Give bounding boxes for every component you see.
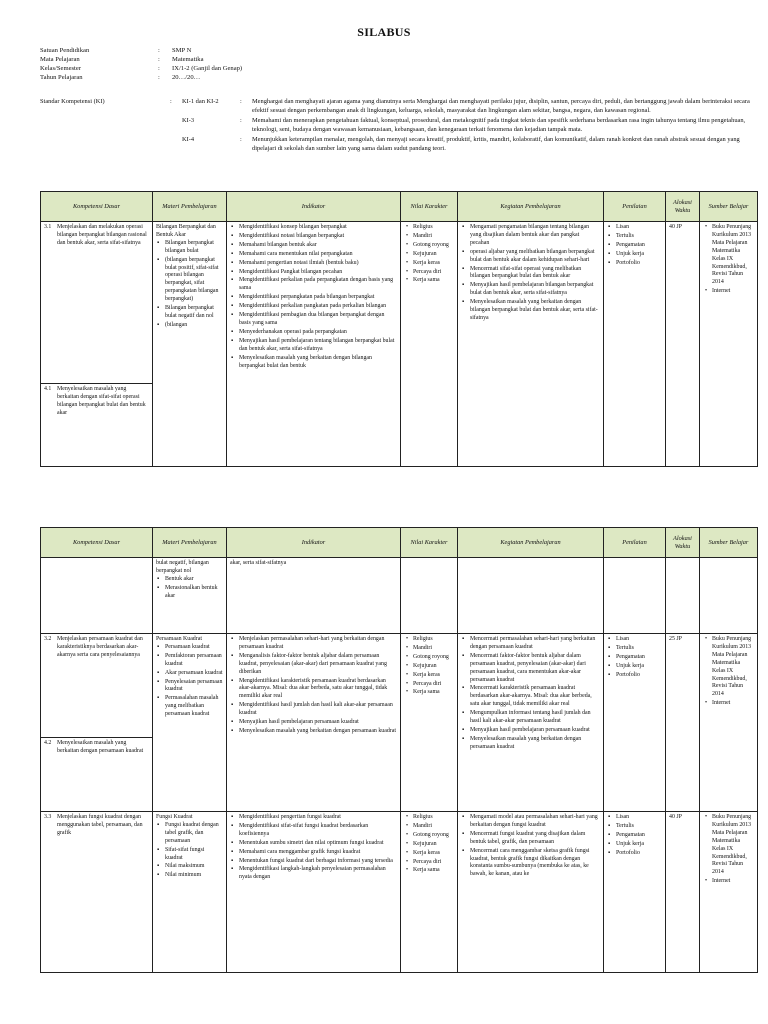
syllabus-table-2 [40,527,758,973]
list-item: ▪ Memahami cara menggambar grafik fungsi kuadrat [239,849,397,857]
meta-row: Tahun Pelajaran : 20…/20… [40,74,201,81]
alokasi-cell [666,558,700,634]
meta-value: 20…/20… [172,74,201,81]
table-row [41,634,758,738]
list-item: ▪ Menyelesaikan masalah yang berkaitan dengan persamaan kuadrat [470,736,600,752]
list-item: ▪ Pengamatan [616,654,662,662]
core-competency-block [40,98,756,156]
list-item: ▪ Unjuk kerja [616,251,662,259]
penilaian-cell [604,812,666,973]
list-item: ▪ Mengamati model atau permasalahan sehari-hari yang berkaitan dengan fungsi kuadrat [470,814,600,830]
header-penilaian: Penilaian [604,192,666,222]
kd-cell [41,738,153,812]
table-row [41,812,758,973]
list-item: • Kerja sama [413,277,454,285]
list-item: ▪ Menyajikan hasil pembelajaran persamaan kuadrat [470,727,600,735]
materi-title: Persamaan Kuadrat [156,636,202,642]
sumber-cell [700,634,758,812]
alokasi-cell: 25 JP [666,634,700,812]
ki-code: KI-3 [182,117,195,125]
kd-number: 3.1 [44,224,52,230]
list-item: ▪ Penyelesaian persamaan kuadrat [165,679,223,695]
meta-label: Satuan Pendidikan [40,47,90,54]
kd-number: 3.3 [44,814,52,820]
list-item: ▪ Tertulis [616,823,662,831]
materi-cell [153,558,227,634]
list-item: ▪ Persamaan kuadrat [165,644,223,652]
identity-block [40,46,242,82]
list-item: • Kerja keras [413,850,454,858]
list-item: ▪ Mencermati faktor-faktor bentuk aljabar dalam persamaan kuadrat, penyelesaian (akar-akar) dari persamaan kuadrat, cara menentukan akar-akar persamaan kuadrat [470,653,600,685]
header-materi: Materi Pembelajaran [153,192,227,222]
meta-value: Matematika [172,56,204,63]
indikator-continuation: akar, serta sifat-sifatnya [230,560,287,566]
penilaian-cell [604,558,666,634]
list-item: ▪ Menyelesaikan masalah yang berkaitan dengan bilangan berpangkat bulat dan bentuk akar, serta sifat-sifatnya [470,299,600,323]
header-indikator: Indikator [227,528,401,558]
syllabus-table-1 [40,191,758,467]
header-kegiatan: Kegiatan Pembelajaran [458,192,604,222]
list-item: ▪ Tertulis [616,645,662,653]
kd-number: 4.1 [44,386,52,392]
ki-row: KI-4 : Menunjukkan keterampilan menalar, mengolah, dan menyaji secara kreatif, produktif, kritis, mandiri, kolaboratif, dan komunikatif, dalam ranah konkret dan ranah abstrak sesuai dengan yang dipelajari di sekolah dan sumber lain yang sama dalam sudut pandang teori. [40,136,756,153]
kegiatan-cell [458,812,604,973]
list-item: • Internet [712,288,754,296]
list-item: • Internet [712,700,754,708]
kd-text: Menyelesaikan masalah yang berkaitan dengan persamaan kuadrat [57,740,144,754]
header-kd: Kompetensi Dasar [41,192,153,222]
list-item: • Kerja sama [413,689,454,697]
list-item: • Kerja keras [413,260,454,268]
nilai-cell [401,222,458,467]
list-item: ▪ Menentukan fungsi kuadrat dari berbagai informasi yang tersedia [239,858,397,866]
materi-cell [153,812,227,973]
list-item: ▪ Menentukan sumbu simetri dan nilai optimum fungsi kuadrat [239,840,397,848]
meta-value: SMP N [172,47,192,54]
list-item: ▪ Fungsi kuadrat dengan tabel grafik, dan persamaan [165,822,223,846]
table-header-row [41,192,758,222]
nilai-cell [401,634,458,812]
list-item: ▪ Mengumpulkan informasi tentang hasil jumlah dan hasil kali akar-akar persamaan kuadrat [470,710,600,726]
list-item: ▪ operasi aljabar yang melibatkan bilangan berpangkat bulat dan bentuk akar dalam kehidupan sehari-hari [470,249,600,265]
nilai-cell [401,812,458,973]
meta-label: Kelas/Semester [40,65,82,72]
list-item: • Kerja sama [413,867,454,875]
kd-cell [41,384,153,467]
kd-number: 4.2 [44,740,52,746]
header-nilai: Nilai Karakter [401,528,458,558]
list-item: ▪ Mengidentifikasi notasi bilangan berpangkat [239,233,397,241]
list-item: • Mandiri [413,823,454,831]
list-item: ▪ Mencermati permasalahan sehari-hari yang berkaitan dengan persamaan kuadrat [470,636,600,652]
list-item: ▪ Portofolio [616,260,662,268]
ki-code: KI-1 dan KI-2 [182,98,219,105]
header-sumber: Sumber Belajar [700,192,758,222]
list-item: ▪ Menjelaskan permasalahan sehari-hari yang berkaitan dengan persamaan kuadrat [239,636,397,652]
list-item: ▪ (bilangan [165,322,223,330]
list-item: • Religius [413,636,454,644]
header-indikator: Indikator [227,192,401,222]
header-penilaian: Penilaian [604,528,666,558]
header-kd: Kompetensi Dasar [41,528,153,558]
list-item: ▪ Unjuk kerja [616,841,662,849]
ki-text: Memahami dan menerapkan pengetahuan faktual, konseptual, prosedural, dan metakognitif pada tingkat teknis dan spesifik sederhana berdasarkan rasa ingin tahunya tentang ilmu pengetahuan, teknologi, seni, budaya dengan wawasan kemanusiaan, kebangsaan, dan kenegaraan terkait fenomena dan kejadian tampak mata. [252,117,746,133]
list-item: ▪ Menyajikan hasil pembelajaran bilangan berpangkat bulat dan bentuk akar, serta sifat-sifatnya [470,282,600,298]
list-item: ▪ Pemfaktoran persamaan kuadrat [165,653,223,669]
standar-label: Standar Kompetensi (KI) [40,98,105,105]
list-item: • Buku Penunjang Kurikulum 2013 Mata Pelajaran Matematika Kelas IX Kemendikbud, Revisi Tahun 2014 [712,814,754,877]
list-item: ▪ Portofolio [616,672,662,680]
meta-row: Kelas/Semester : IX/1-2 (Ganjil dan Genap) [40,65,243,72]
list-item: • Mandiri [413,645,454,653]
list-item: ▪ Sifat-sifat fungsi kuadrat [165,847,223,863]
ki-row: KI-3 : Memahami dan menerapkan pengetahuan faktual, konseptual, prosedural, dan metakognitif pada tingkat teknis dan spesifik sederhana berdasarkan rasa ingin tahunya tentang ilmu pengetahuan, teknologi, seni, budaya dengan wawasan kemanusiaan, kebangsaan, dan kenegaraan terkait fenomena dan kejadian tampak mata. [40,117,756,134]
kd-text: Menjelaskan dan melakukan operasi bilangan berpangkat bilangan rasional dan bentuk akar, serta sifat-sifatnya [57,224,147,246]
list-item: ▪ Menyederhanakan operasi pada perpangkatan [239,329,397,337]
meta-label: Tahun Pelajaran [40,74,83,81]
list-item: ▪ Mencermati cara menggambar sketsa grafik fungsi kuadrat, bentuk grafik fungsi dikaitkan dengan konstanta sumbu-sumbunya (membuka ke atas, ke bawah, ke kanan, atau ke [470,848,600,880]
list-item: • Percaya diri [413,681,454,689]
materi-title: Fungsi Kuadrat [156,814,193,820]
list-item: ▪ Bentuk akar [165,576,223,584]
header-materi: Materi Pembelajaran [153,528,227,558]
table-row [41,222,758,384]
ki-code: KI-4 [182,136,195,144]
list-item: ▪ Mengidentifikasi sifat-sifat fungsi kuadrat berdasarkan koefisiennya [239,823,397,839]
kd-cell [41,634,153,738]
list-item: ▪ Tertulis [616,233,662,241]
kegiatan-cell [458,558,604,634]
list-item: ▪ Mencermati sifat-sifat operasi yang melibatkan bilangan berpangkat bulat dan bentuk akar [470,266,600,282]
list-item: ▪ Mengidentifikasi perkalian pangkatan pada perkalian bilangan [239,303,397,311]
meta-value: IX/1-2 (Ganjil dan Genap) [172,65,243,72]
list-item: • Internet [712,878,754,886]
list-item: ▪ Lisan [616,636,662,644]
list-item: • Gotong royong [413,832,454,840]
list-item: • Mandiri [413,233,454,241]
list-item: ▪ Memahami pengertian notasi ilmiah (bentuk baku) [239,260,397,268]
nilai-cell [401,558,458,634]
kegiatan-cell [458,222,604,467]
materi-cell [153,634,227,812]
list-item: ▪ Permasalahan masalah yang melibatkan persamaan kuadrat [165,695,223,719]
list-item: ▪ Mengidentifikasi perpangkatan pada bilangan berpangkat [239,294,397,302]
kd-cell [41,812,153,973]
meta-row: Satuan Pendidikan : SMP N [40,47,192,54]
list-item: ▪ Akar persamaan kuadrat [165,670,223,678]
ki-text: Menghargai dan menghayati ajaran agama yang dianutnya serta Menghargai dan menghayati perilaku jujur, disiplin, santun, percaya diri, peduli, dan bertanggung jawab dalam berinteraksi secara efektif sesuai dengan perkembangan anak di lingkungan, keluarga, sekolah, masyarakat dan lingkungan alam sekitar, bangsa, negara, dan kawasan regional. [252,98,750,114]
list-item: ▪ Memahami bilangan bentuk akar [239,242,397,250]
table-row [41,558,758,634]
list-item: ▪ Mengidentifikasi karakteristik persamaan kuadrat berdasarkan akar-akarnya. Misal: dua akar berbeda, satu akar tunggal, tidak memiliki akar real [239,678,397,702]
alokasi-cell: 40 JP [666,812,700,973]
meta-label: Mata Pelajaran [40,56,80,63]
list-item: ▪ Mengidentifikasi pengertian fungsi kuadrat [239,814,397,822]
list-item: ▪ Unjuk kerja [616,663,662,671]
header-nilai: Nilai Karakter [401,192,458,222]
table-header-row [41,528,758,558]
list-item: ▪ Memahami cara menentukan nilai perpangkatan [239,251,397,259]
list-item: ▪ Nilai maksimum [165,863,223,871]
materi-cell [153,222,227,467]
header-alokasi: Alokasi Waktu [666,192,700,222]
list-item: ▪ Mengidentifikasi langkah-langkah penyelesaian permasalahan nyata dengan [239,866,397,882]
list-item: • Kerja keras [413,672,454,680]
list-item: • Religius [413,814,454,822]
header-kegiatan: Kegiatan Pembelajaran [458,528,604,558]
header-sumber: Sumber Belajar [700,528,758,558]
kd-text: Menjelaskan persamaan kuadrat dan karakteristiknya berdasarkan akar-akarnya serta cara penyelesaiannya [57,636,143,658]
penilaian-cell [604,634,666,812]
list-item: • Buku Penunjang Kurikulum 2013 Mata Pelajaran Matematika Kelas IX Kemendikbud, Revisi Tahun 2014 [712,636,754,699]
kd-text: Menjelaskan fungsi kuadrat dengan menggunakan tabel, persamaan, dan grafik [57,814,143,836]
indikator-cell [227,812,401,973]
list-item: • Gotong royong [413,242,454,250]
list-item: • Kejujuran [413,251,454,259]
list-item: ▪ Mengidentifikasi Pangkat bilangan pecahan [239,269,397,277]
list-item: • Percaya diri [413,859,454,867]
list-item: ▪ Portofolio [616,850,662,858]
indikator-cell [227,634,401,812]
list-item: ▪ Menyajikan hasil pembelajaran tentang bilangan berpangkat bulat dan bentuk akar, serta sifat-sifatnya [239,338,397,354]
list-item: ▪ Mengidentifikasi perkalian pada perpangkatan dengan basis yang sama [239,277,397,293]
list-item: ▪ Mengidentifikasi pembagian dua bilangan berpangkat dengan basis yang sama [239,312,397,328]
page-title: SILABUS [357,25,411,39]
list-item: ▪ Lisan [616,814,662,822]
list-item: ▪ Mencermati fungsi kuadrat yang disajikan dalam bentuk tabel, grafik, dan persamaan [470,831,600,847]
kegiatan-cell [458,634,604,812]
list-item: • Kejujuran [413,663,454,671]
list-item: • Kejujuran [413,841,454,849]
list-item: ▪ Menganalisis faktor-faktor bentuk aljabar dalam persamaan kuadrat, penyelesaian (akar-akar) dari persamaan kuadrat yang diberikan [239,653,397,677]
ki-text: Menunjukkan keterampilan menalar, mengolah, dan menyaji secara kreatif, produktif, kritis, mandiri, kolaboratif, dan komunikatif, dalam ranah konkret dan ranah abstrak sesuai dengan yang dipelajari di sekolah dan sumber lain yang sama dalam sudut pandang teori. [252,136,740,152]
alokasi-cell: 40 JP [666,222,700,467]
kd-text: Menyelesaikan masalah yang berkaitan dengan sifat-sifat operasi bilangan berpangkat bulat dan bentuk akar [57,386,146,416]
sumber-cell [700,222,758,467]
list-item: • Buku Penunjang Kurikulum 2013 Mata Pelajaran Matematika Kelas IX Kemendikbud, Revisi Tahun 2014 [712,224,754,287]
list-item: ▪ Menyelesaikan masalah yang berkaitan dengan bilangan berpangkat bulat dan bentuk [239,355,397,371]
list-item: • Percaya diri [413,269,454,277]
meta-row: Mata Pelajaran : Matematika [40,56,204,63]
kd-number: 3.2 [44,636,52,642]
list-item: ▪ Mengamati pengamatan bilangan tentang bilangan yang disajikan dalam bentuk akar dan pangkat pecahan [470,224,600,248]
kd-cell [41,222,153,384]
list-item: ▪ Mencermati karakteristik persamaan kuadrat berdasarkan akar-akarnya. Misal: dua akar berbeda, satu akar tunggal, tidak memiliki akar real [470,685,600,709]
sumber-cell [700,558,758,634]
materi-continuation: bulat negatif, bilangan berpangkat nol [156,560,209,574]
list-item: ▪ Mengidentifikasi hasil jumlah dan hasil kali akar-akar persamaan kuadrat [239,702,397,718]
list-item: • Religius [413,224,454,232]
header-alokasi: Alokasi Waktu [666,528,700,558]
kd-cell [41,558,153,634]
sumber-cell [700,812,758,973]
materi-title: Bilangan Berpangkat dan Bentuk Akar [156,224,216,238]
list-item: • Gotong royong [413,654,454,662]
list-item: ▪ Mengidentifikasi konsep bilangan berpangkat [239,224,397,232]
list-item: ▪ Merasionalkan bentuk akar [165,585,223,601]
list-item: ▪ Bilangan berpangkat bilangan bulat [165,240,223,256]
list-item: ▪ Pengamatan [616,832,662,840]
list-item: ▪ Menyajikan hasil pembelajaran persamaan kuadrat [239,719,397,727]
penilaian-cell [604,222,666,467]
list-item: ▪ Bilangan berpangkat bulat negatif dan nol [165,305,223,321]
indikator-cell [227,558,401,634]
list-item: ▪ Nilai minimum [165,872,223,880]
ki-row: Standar Kompetensi (KI) : KI-1 dan KI-2 : Menghargai dan menghayati ajaran agama yang dianutnya serta Menghargai dan menghayati perilaku jujur, disiplin, santun, percaya diri, peduli, dan bertanggung jawab dalam berinteraksi secara efektif sesuai dengan perkembangan anak di lingkungan, keluarga, sekolah, masyarakat dan lingkungan alam sekitar, bangsa, negara, dan kawasan regional. [40,98,756,115]
list-item: ▪ Lisan [616,224,662,232]
list-item: ▪ Menyelesaikan masalah yang berkaitan dengan persamaan kuadrat [239,728,397,736]
indikator-cell [227,222,401,467]
list-item: ▪ (bilangan berpangkat bulat positif, sifat-sifat operasi bilangan berpangkat, sifat perpangkatan bilangan berpangkat) [165,257,223,304]
list-item: ▪ Pengamatan [616,242,662,250]
